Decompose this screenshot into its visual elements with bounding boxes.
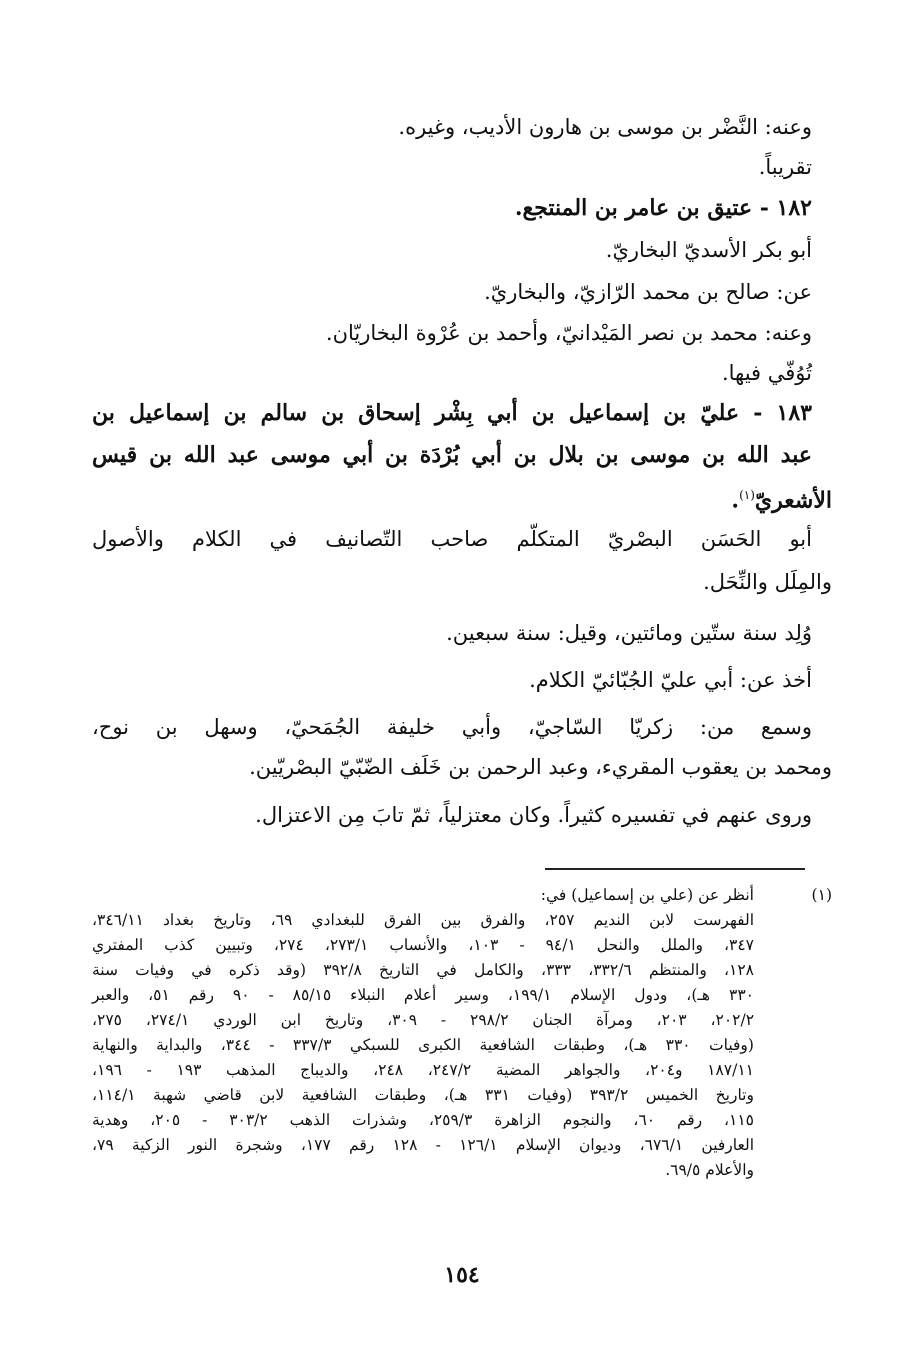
entry-182-heading: ١٨٢ - عتيق بن عامر بن المنتجع. [514,195,812,221]
footnote-line: ٢٠٢/٢، ٢٠٣، ومرآة الجنان ٢٩٨/٢ - ٣٠٩، وتاريخ ابن الوردي ٢٧٤/١، ٢٧٥، [92,1011,755,1029]
footnote-line: أنظر عن (علي بن إسماعيل) في: [540,886,754,904]
footnote-line: ١٢٨، والمنتظم ٣٣٢/٦، ٣٣٣، والكامل في التاريخ ٣٩٢/٨ (وقد ذكره في وفيات سنة [92,961,755,979]
entry-183-description-line-1: أبو الحَسَن البصْريّ المتكلّم صاحب التّصانيف في الكلام والأصول [92,527,812,551]
text-line-students-previous: وعنه: النَّضْر بن موسى بن هارون الأديب، وغيره. [398,115,812,139]
footnote-line: (وفيات ٣٣٠ هـ)، وطبقات الشافعية الكبرى للسبكي ٣٣٧/٣ - ٣٤٤، والبداية والنهاية [92,1036,754,1054]
heading-period: . [731,487,740,514]
entry-183-heading-line-1: ١٨٣ - عليّ بن إسماعيل بن أبي بِشْر إسحاق بن سالم بن إسماعيل بن [92,400,812,426]
entry-182-from: عن: صالح بن محمد الرّازيّ، والبخاريّ. [484,280,812,304]
footnote-line: وتاريخ الخميس ٣٩٣/٢ (وفيات ٣٣١ هـ)، وطبقات الشافعية لابن قاضي شهبة ١١٤/١، [92,1086,754,1104]
entry-182-kunya: أبو بكر الأسديّ البخاريّ. [605,238,812,262]
footnote-line: ١٨٧/١١ و٢٠٤، والجواهر المضية ٢٤٧/٢، ٢٤٨، والديباج المذهب ١٩٣ - ١٩٦، [92,1061,754,1079]
entry-183-heard-line-2: ومحمد بن يعقوب المقريء، وعبد الرحمن بن خَلَف الضّبّيّ البصْريّين. [249,755,832,779]
footnote-marker: (١) [811,886,832,904]
entry-182-students: وعنه: محمد بن نصر المَيْدانيّ، وأحمد بن عُرْوة البخاريّان. [325,321,812,345]
entry-183-heading-line-2: عبد الله بن موسى بن بلال بن أبي بُرْدَة بن أبي موسى عبد الله بن قيس [92,442,812,468]
entry-182-death: تُوُفّي فيها. [721,361,812,385]
footnote-line: ٣٤٧، والملل والنحل ٩٤/١ - ١٠٣، والأنساب ٢٧٣/١، ٢٧٤، وتبيين كذب المفتري [92,936,754,954]
entry-183-birth: وُلِد سنة ستّين ومائتين، وقيل: سنة سبعين. [446,621,812,645]
footnote-line: ٣٣٠ هـ)، ودول الإسلام ١٩٩/١، وسير أعلام النبلاء ٨٥/١٥ - ٩٠ رقم ٥١، والعبر [92,986,754,1004]
footnote-line: الفهرست لابن النديم ٢٥٧، والفرق بين الفرق للبغدادي ٦٩، وتاريخ بغداد ٣٤٦/١١، [92,911,754,929]
footnote-separator [545,868,805,870]
entry-183-narrated: وروى عنهم في تفسيره كثيراً. وكان معتزلياً، ثمّ تابَ مِن الاعتزال. [255,803,812,827]
entry-183-heading-line-3 [731,480,832,515]
entry-183-took-from: أخذ عن: أبي عليّ الجُبّائيّ الكلام. [529,668,812,692]
text-line-approximately: تقريباً. [758,155,812,179]
footnote-line: والأعلام ٦٩/٥. [665,1161,754,1179]
footnote-reference: (١) [739,488,755,502]
footnote-line: ١١٥، رقم ٦٠، والنجوم الزاهرة ٢٥٩/٣، وشذرات الذهب ٣٠٣/٢ - ٢٠٥، وهدية [92,1111,754,1129]
page-number: ١٥٤ [444,1262,480,1288]
entry-183-nisba: الأشعريّ [754,487,832,514]
footnote-line: العارفين ٦٧٦/١، وديوان الإسلام ١٢٦/١ - ١٢٨ رقم ١٧٧، وشجرة النور الزكية ٧٩، [92,1136,754,1154]
entry-183-heard-line-1: وسمع من: زكريّا السّاجيّ، وأبي خليفة الجُمَحيّ، وسهل بن نوح، [92,715,812,739]
entry-183-description-line-2: والمِلَل والنِّحَل. [703,570,832,594]
